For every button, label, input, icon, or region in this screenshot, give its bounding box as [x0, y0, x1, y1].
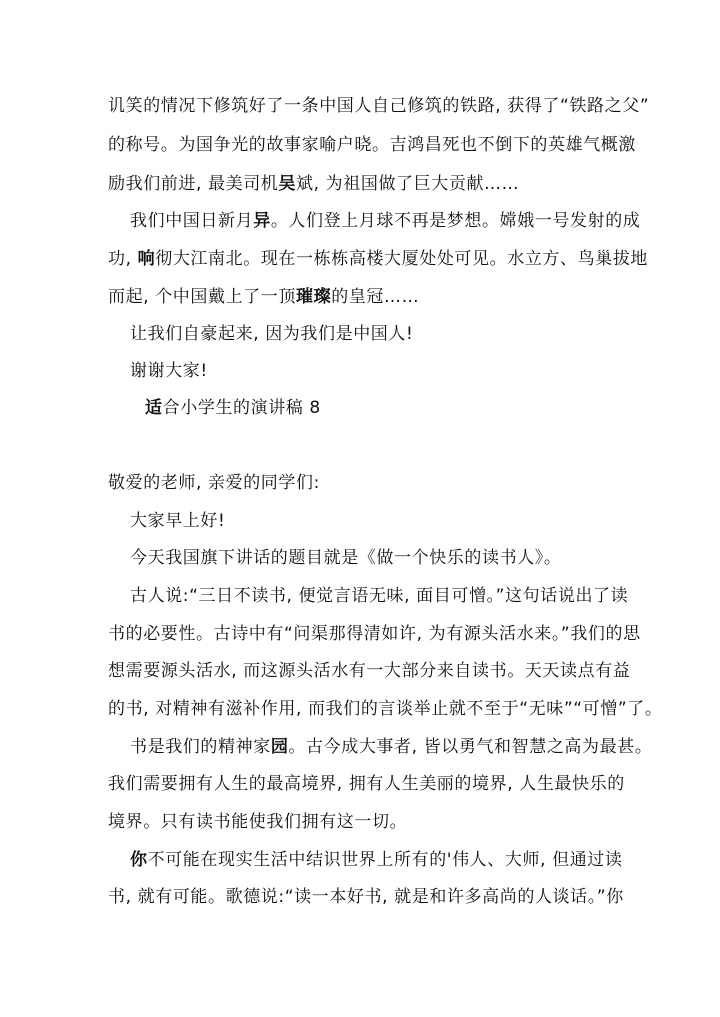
line-text: 谢谢大家!	[130, 361, 208, 381]
text-line	[130, 585, 628, 607]
text-line	[108, 286, 419, 308]
line-text: 而起, 个中国戴上了一顶	[108, 287, 297, 307]
line-text: 的书, 对精神有滋补作用, 而我们的言谈举止就不至于“无味”“可憎”了。	[108, 699, 663, 719]
line-text: 励我们前进, 最美司机	[108, 174, 279, 194]
line-text: 。古今成大事者, 皆以勇气和智慧之高为最甚。	[288, 737, 653, 757]
line-text: 功,	[108, 249, 138, 269]
bold-char: 适	[145, 398, 163, 418]
text-line	[108, 248, 648, 270]
line-text: 我们需要拥有人生的最高境界, 拥有人生美丽的境界, 人生最快乐的	[108, 774, 625, 794]
line-text: 的称号。为国争光的故事家喻户晓。吉鸿昌死也不倒下的英雄气概激	[108, 135, 636, 155]
text-line	[130, 736, 652, 758]
text-line	[108, 173, 519, 195]
line-text: 想需要源头活水, 而这源头活水有一大部分来自读书。天天读点有益	[108, 661, 631, 681]
bold-char: 你	[130, 850, 148, 870]
line-text: 今天我国旗下讲话的题目就是《做一个快乐的读书人》。	[130, 548, 562, 568]
bold-char: 吴	[278, 174, 297, 194]
line-text: 境界。只有读书能使我们拥有这一切。	[108, 812, 408, 832]
line-text: 彻大江南北。现在一栋栋高楼大厦处处可见。水立方、鸟巢拔地	[155, 249, 649, 269]
text-line	[130, 360, 208, 382]
text-line	[130, 323, 413, 345]
bold-char: 响	[137, 249, 156, 269]
text-line	[130, 547, 562, 569]
text-line	[108, 623, 641, 645]
line-text: 书, 就有可能。歌德说:“读一本好书, 就是和许多高尚的人谈话。”你	[108, 887, 624, 907]
line-text: 敬爱的老师, 亲爱的同学们:	[108, 473, 320, 493]
text-line	[108, 95, 649, 117]
line-text: 古人说:“三日不读书, 便觉言语无味, 面目可憎。”这句话说出了读	[130, 586, 629, 606]
text-line	[108, 472, 320, 494]
bold-char: 园	[270, 737, 289, 757]
bold-chars: 璀璨	[296, 287, 332, 307]
line-text: 。人们登上月球不再是梦想。嫦娥一号发射的成	[270, 211, 641, 231]
line-text: 让我们自豪起来, 因为我们是中国人!	[130, 324, 414, 344]
line-text: 不可能在现实生活中结识世界上所有的'伟人、大师, 但通过读	[147, 850, 623, 870]
bold-char: 异	[253, 211, 271, 231]
line-text: 书是我们的精神家	[130, 737, 271, 757]
heading-text: 合小学生的演讲稿 8	[162, 398, 321, 418]
text-line	[108, 660, 630, 682]
line-text: 大家早上好!	[130, 511, 226, 531]
text-line	[130, 849, 623, 871]
text-line	[108, 134, 636, 156]
text-line	[108, 886, 624, 908]
line-text: 我们中国日新月	[130, 211, 254, 231]
line-text: 的皇冠……	[331, 287, 420, 307]
text-line	[108, 698, 662, 720]
text-line	[130, 210, 640, 232]
text-line	[108, 773, 625, 795]
line-text: 讥笑的情况下修筑好了一条中国人自己修筑的铁路, 获得了“铁路之父”	[108, 96, 650, 116]
section-heading	[145, 397, 321, 419]
text-line	[130, 510, 225, 532]
line-text: 书的必要性。古诗中有“问渠那得清如许, 为有源头活水来。”我们的思	[108, 624, 641, 644]
text-line	[108, 811, 407, 833]
line-text: 斌, 为祖国做了巨大贡献……	[296, 174, 520, 194]
